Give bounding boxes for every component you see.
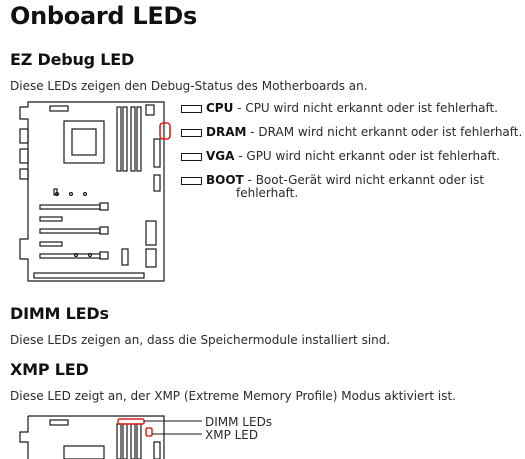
legend-boot: [181, 174, 484, 200]
xmp-heading: XMP LED: [10, 360, 89, 379]
legend-cpu-text: - CPU wird nicht erkannt oder ist fehlerhaft.: [233, 101, 498, 115]
debug-led-highlight: [160, 123, 170, 139]
legend-boot-text-cont: fehlerhaft.: [236, 186, 299, 200]
xmp-led-highlight: [146, 428, 152, 436]
dimm-heading: DIMM LEDs: [10, 304, 109, 323]
legend-vga-label: VGA: [206, 149, 235, 163]
legend-vga: [181, 150, 500, 163]
cpu-led-icon: [181, 105, 202, 113]
legend-boot-label: BOOT: [206, 173, 244, 187]
callout-xmp-led: XMP LED: [205, 428, 259, 442]
legend-dram: [181, 126, 522, 139]
dram-led-icon: [181, 129, 202, 137]
legend-cpu-label: CPU: [206, 101, 234, 115]
page-title: Onboard LEDs: [10, 2, 198, 30]
legend-dram-label: DRAM: [206, 125, 247, 139]
motherboard-diagram-ez-debug: [14, 99, 174, 284]
legend-cpu: [181, 102, 498, 115]
legend-dram-text: - DRAM wird nicht erkannt oder ist fehlerhaft.: [246, 125, 523, 139]
dimm-description: Diese LEDs zeigen an, dass die Speichermodule installiert sind.: [10, 333, 391, 347]
callout-dimm-leds: DIMM LEDs: [205, 415, 273, 429]
boot-led-icon: [181, 177, 202, 185]
legend-boot-text: - Boot-Gerät wird nicht erkannt oder ist: [243, 173, 485, 187]
motherboard-diagram-xmp: [14, 412, 204, 459]
legend-vga-text: - GPU wird nicht erkannt oder ist fehlerhaft.: [234, 149, 500, 163]
dimm-leds-highlight: [118, 419, 144, 424]
xmp-description: Diese LED zeigt an, der XMP (Extreme Memory Profile) Modus aktiviert ist.: [10, 389, 456, 403]
vga-led-icon: [181, 153, 202, 161]
ez-debug-heading: EZ Debug LED: [10, 50, 135, 69]
ez-debug-description: Diese LEDs zeigen den Debug-Status des Motherboards an.: [10, 79, 368, 93]
